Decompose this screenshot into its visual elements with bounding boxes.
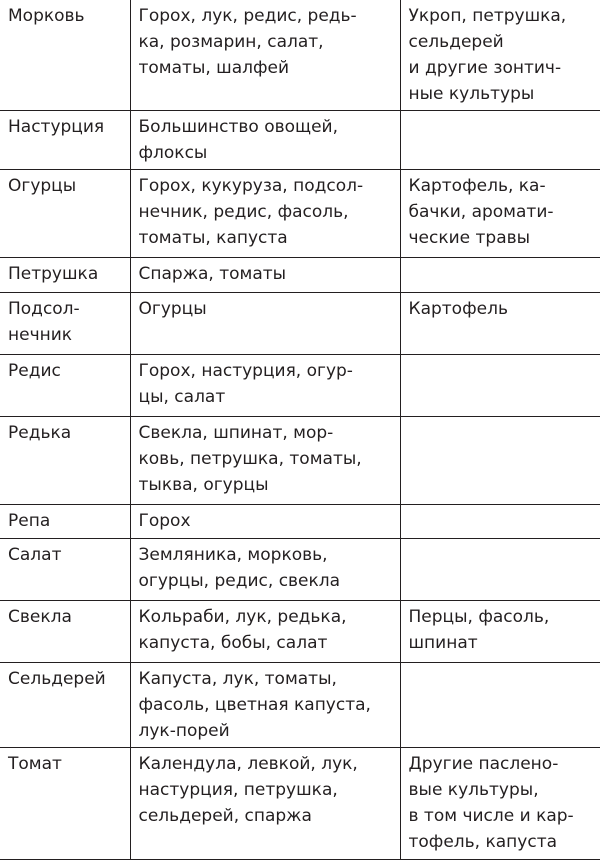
bad-neighbors-cell (400, 354, 600, 416)
good-neighbors-cell: Капуста, лук, томаты, фасоль, цветная капуста, лук-порей (130, 662, 400, 747)
good-neighbors-cell: Календула, левкой, лук, настурция, петрушка, сельдерей, спаржа (130, 747, 400, 859)
table-row (0, 747, 600, 859)
table-row (0, 0, 600, 110)
good-neighbors-cell: Земляника, морковь, огурцы, редис, свекла (130, 538, 400, 600)
plant-cell: Петрушка (0, 257, 130, 292)
plant-cell: Морковь (0, 0, 130, 110)
good-neighbors-cell: Кольраби, лук, редька, капуста, бобы, салат (130, 600, 400, 662)
good-neighbors-cell: Горох (130, 504, 400, 538)
bad-neighbors-cell: Другие паслено- вые культуры, в том числе и кар- тофель, капуста (400, 747, 600, 859)
bad-neighbors-cell (400, 662, 600, 747)
good-neighbors-cell: Горох, настурция, огур- цы, салат (130, 354, 400, 416)
good-neighbors-cell: Горох, кукуруза, подсол- нечник, редис, фасоль, томаты, капуста (130, 169, 400, 257)
good-neighbors-cell: Горох, лук, редис, редь- ка, розмарин, салат, томаты, шалфей (130, 0, 400, 110)
plant-cell: Огурцы (0, 169, 130, 257)
bad-neighbors-cell (400, 257, 600, 292)
good-neighbors-cell: Огурцы (130, 292, 400, 354)
good-neighbors-cell: Большинство овощей, флоксы (130, 110, 400, 169)
table-row (0, 354, 600, 416)
table-row (0, 292, 600, 354)
plant-cell: Салат (0, 538, 130, 600)
table-row (0, 538, 600, 600)
table-row (0, 600, 600, 662)
plant-cell: Свекла (0, 600, 130, 662)
bad-neighbors-cell (400, 110, 600, 169)
plant-cell: Томат (0, 747, 130, 859)
table-row (0, 110, 600, 169)
table-row (0, 416, 600, 504)
good-neighbors-cell: Свекла, шпинат, мор- ковь, петрушка, томаты, тыква, огурцы (130, 416, 400, 504)
bad-neighbors-cell: Укроп, петрушка, сельдерей и другие зонтич- ные культуры (400, 0, 600, 110)
table-row (0, 662, 600, 747)
table-row (0, 504, 600, 538)
plant-cell: Редька (0, 416, 130, 504)
good-neighbors-cell: Спаржа, томаты (130, 257, 400, 292)
table-row (0, 257, 600, 292)
plant-cell: Подсол- нечник (0, 292, 130, 354)
plant-cell: Настурция (0, 110, 130, 169)
table-row (0, 169, 600, 257)
bad-neighbors-cell (400, 538, 600, 600)
bad-neighbors-cell (400, 504, 600, 538)
plant-cell: Редис (0, 354, 130, 416)
plant-cell: Сельдерей (0, 662, 130, 747)
bad-neighbors-cell: Перцы, фасоль, шпинат (400, 600, 600, 662)
plant-cell: Репа (0, 504, 130, 538)
bad-neighbors-cell: Картофель (400, 292, 600, 354)
bad-neighbors-cell: Картофель, ка- бачки, аромати- ческие травы (400, 169, 600, 257)
bad-neighbors-cell (400, 416, 600, 504)
